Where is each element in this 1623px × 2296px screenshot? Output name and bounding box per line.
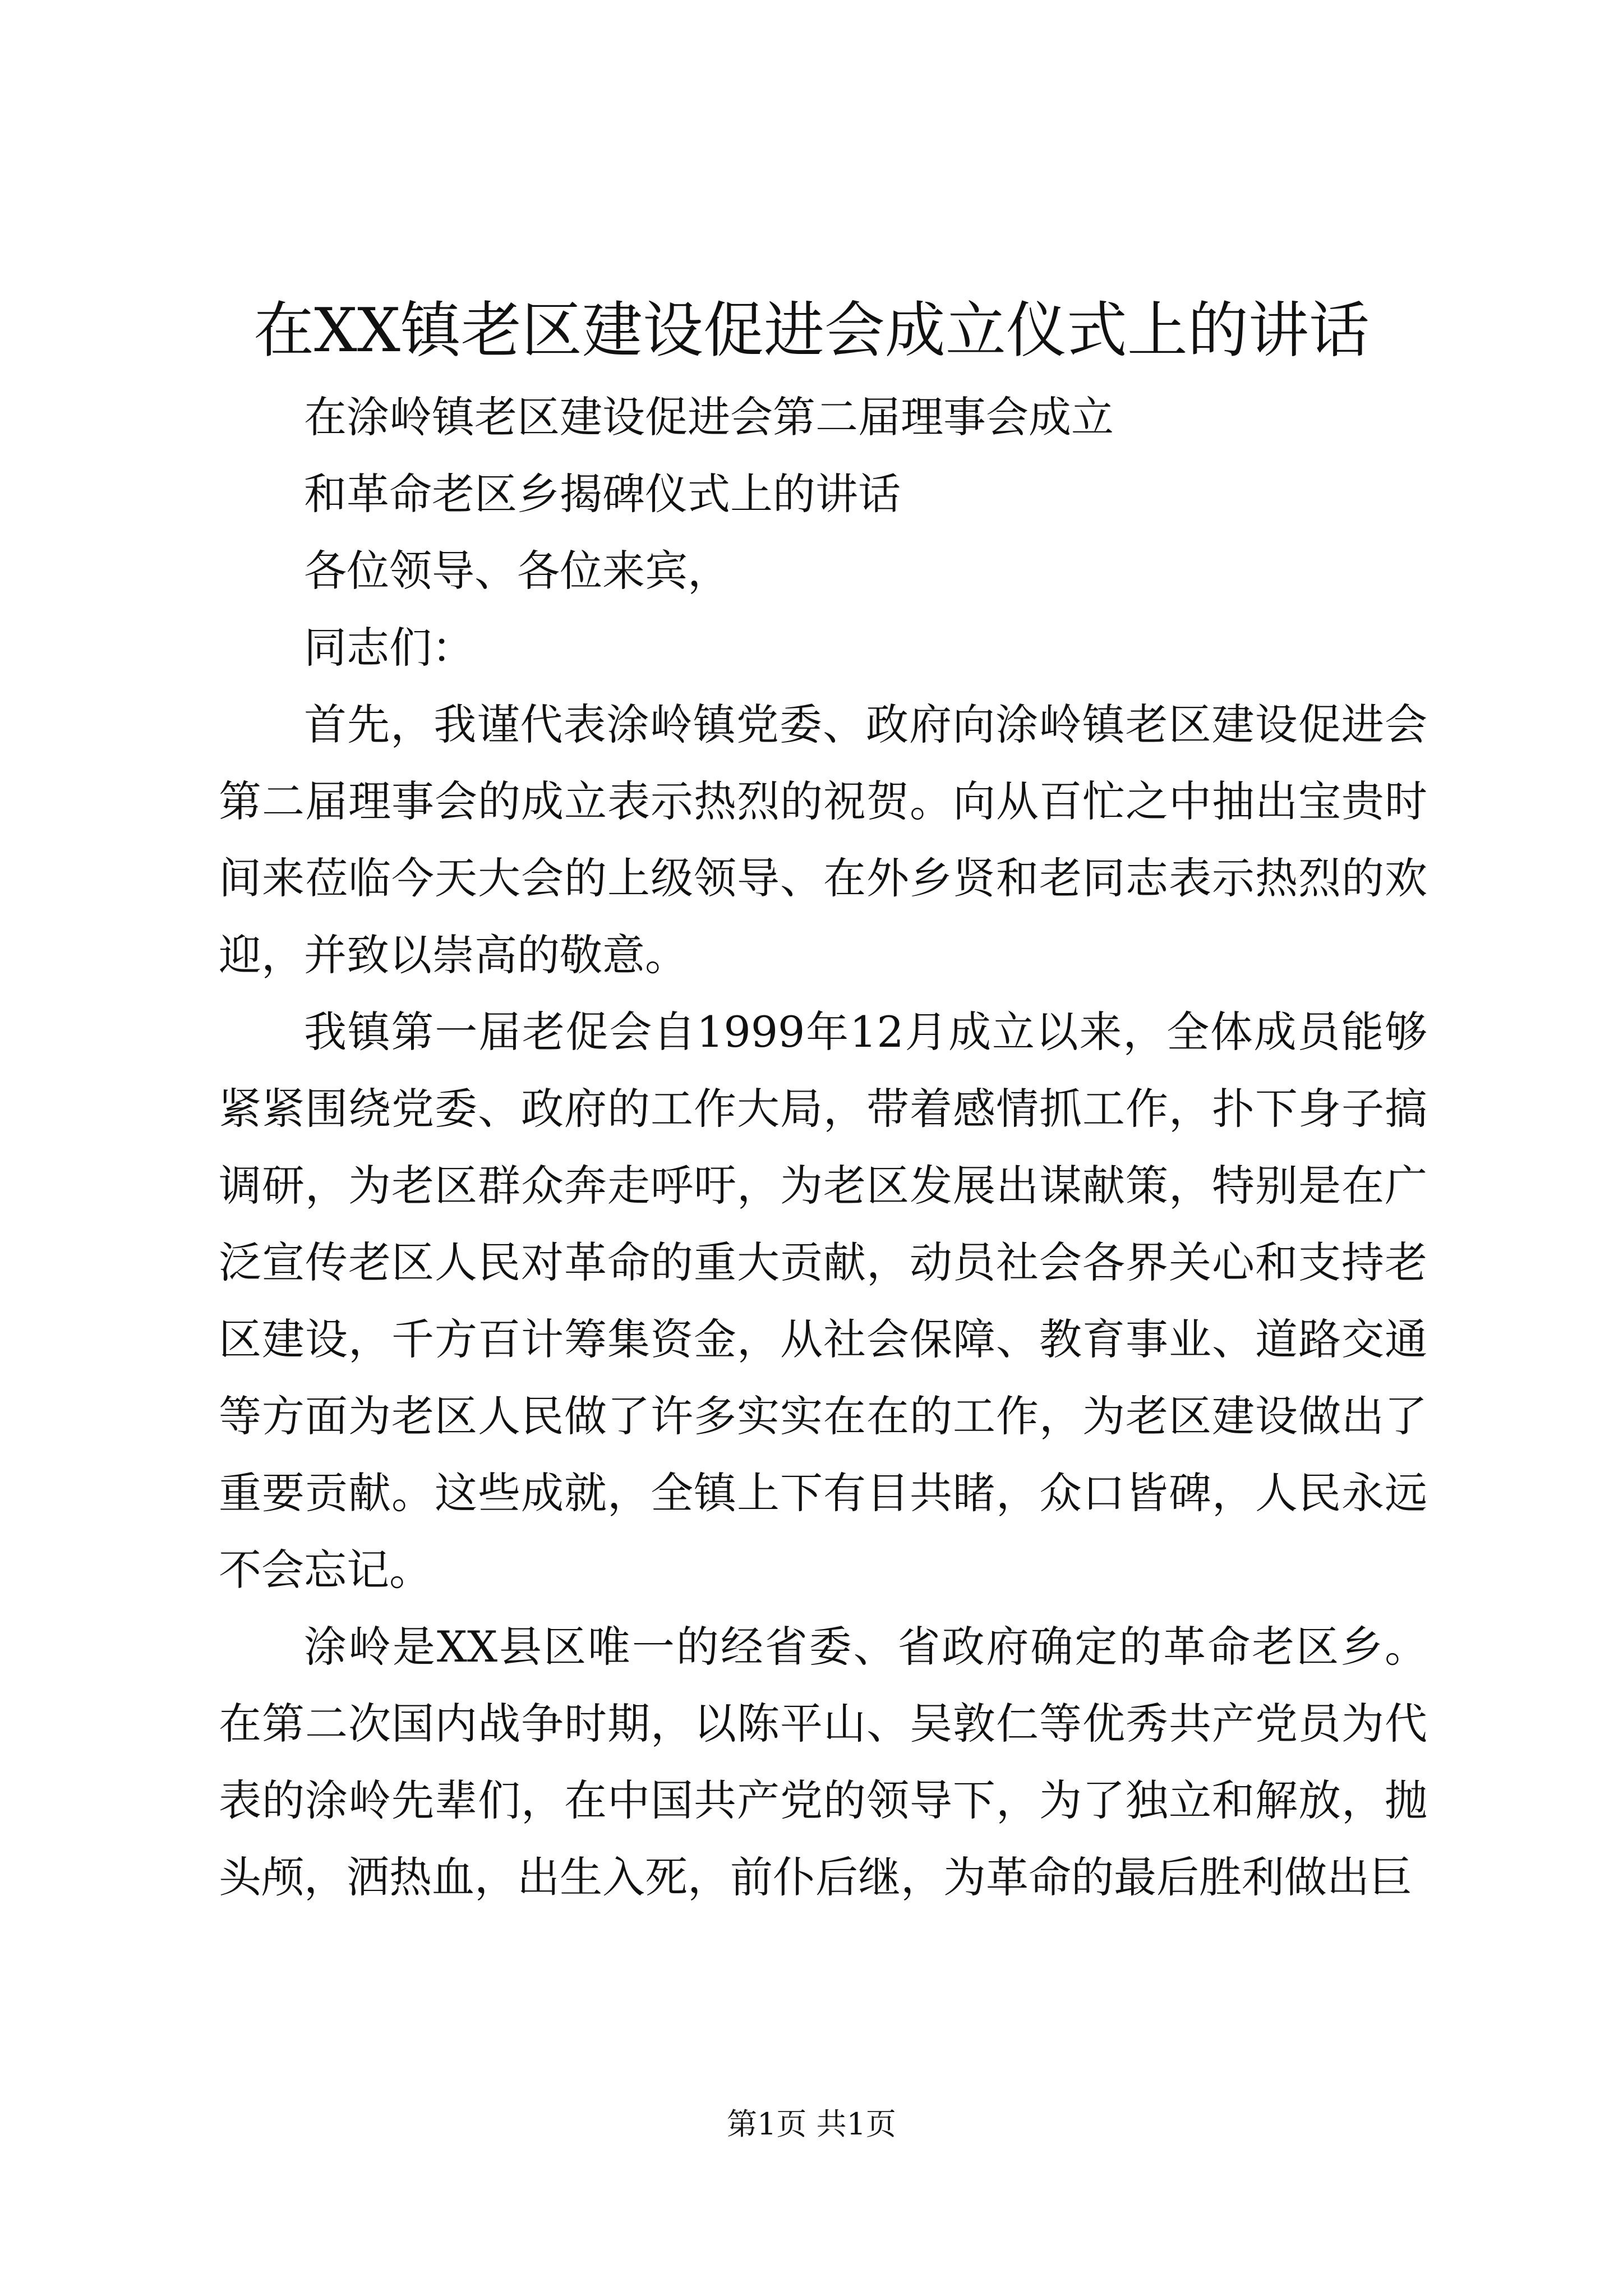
document-title: 在XX镇老区建设促进会成立仪式上的讲话 [253, 296, 1370, 366]
body-paragraph: 我镇第一届老促会自1999年12月成立以来，全体成员能够紧紧围绕党委、政府的工作大局，带着感情抓工作，扑下身子搞调研，为老区群众奔走呼吁，为老区发展出谋献策，特别是在广泛宣传老区人民对革命的重大贡献，动员社会各界关心和支持老区建设，千方百计筹集资金，从社会保障、教育事业、道路交通等方面为老区人民做了许多实实在在的工作，为老区建设做出了重要贡献。这些成就，全镇上下有目共睹，众口皆碑，人民永远不会忘记。 [219, 1007, 1427, 1595]
subtitle-line-1: 在涂岭镇老区建设促进会第二届理事会成立 [304, 392, 1114, 442]
body-paragraph: 首先，我谨代表涂岭镇党委、政府向涂岭镇老区建设促进会第二届理事会的成立表示热烈的祝贺。向从百忙之中抽出宝贵时间来莅临今天大会的上级领导、在外乡贤和老同志表示热烈的欢迎，并致以崇高的敬意。 [219, 700, 1427, 980]
subtitle-line-2: 和革命老区乡揭碑仪式上的讲话 [304, 469, 901, 519]
body-paragraph: 涂岭是XX县区唯一的经省委、省政府确定的革命老区乡。在第二次国内战争时期，以陈平山、吴敦仁等优秀共产党员为代表的涂岭先辈们，在中国共产党的领导下，为了独立和解放，抛头颅，洒热血，出生入死，前仆后继，为革命的最后胜利做出巨 [219, 1622, 1427, 1902]
page-footer: 第1页 共1页 [727, 2106, 896, 2142]
salutation-line-1: 各位领导、各位来宾， [304, 546, 730, 596]
salutation-line-2: 同志们： [304, 623, 474, 673]
document-body [219, 379, 1427, 1916]
